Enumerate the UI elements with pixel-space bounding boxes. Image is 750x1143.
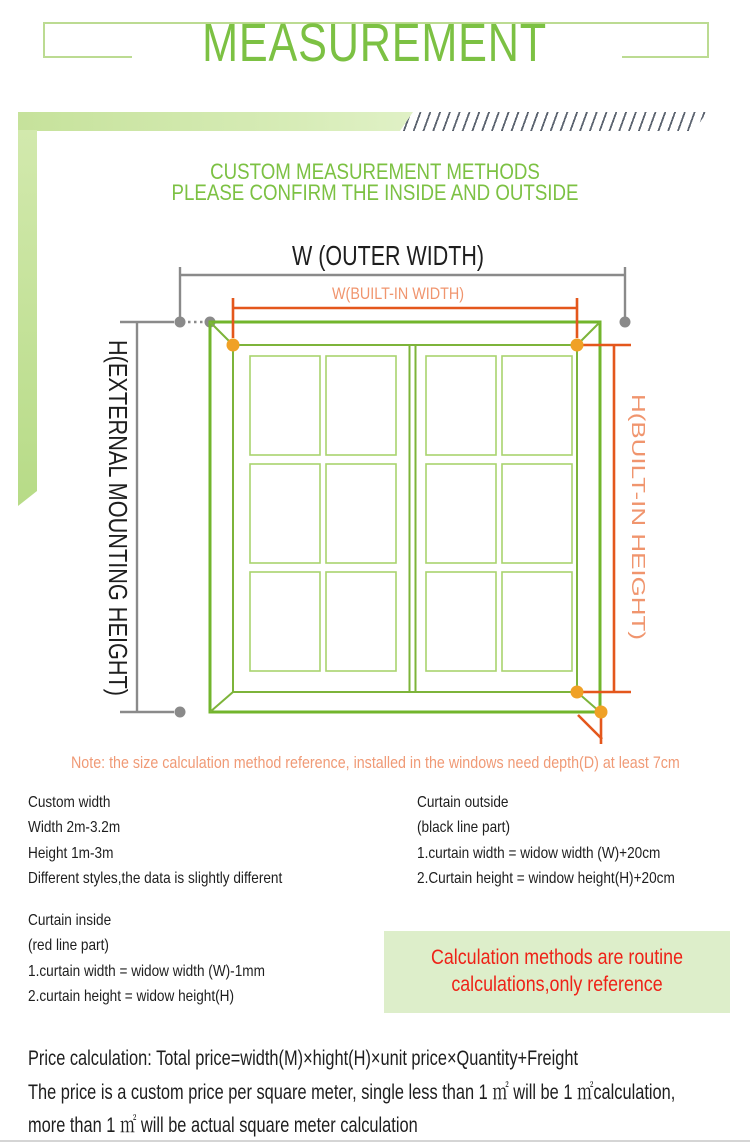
- built-in-width-label: W(BUILT-IN WIDTH): [332, 284, 464, 303]
- calculation-note-text: [410, 931, 704, 998]
- custom-size-line: Height 1m-3m: [28, 844, 114, 862]
- curtain-inside-line: Curtain inside: [28, 912, 112, 929]
- curtain-outside-line: 2.Curtain height = window height(H)+20cm: [417, 869, 675, 887]
- orange-dot: [227, 339, 240, 352]
- window-outer-frame: [210, 322, 600, 712]
- window-pane: [326, 356, 396, 455]
- orange-dot: [571, 339, 584, 352]
- window-pane: [326, 572, 396, 671]
- window-pane: [426, 356, 496, 455]
- window: [210, 322, 600, 712]
- window-pane: [426, 464, 496, 563]
- external-height-label: H(EXTERNAL MOUNTING HEIGHT): [103, 340, 133, 767]
- outer-width-label: W (OUTER WIDTH): [292, 240, 484, 271]
- built-in-height-dimension: [577, 345, 648, 744]
- window-pane: [426, 572, 496, 671]
- orange-dot: [595, 706, 608, 719]
- curtain-outside-block: [417, 790, 675, 891]
- price-line: Price calculation: Total price=width(M)×hight(H)×unit price×Quantity+Freight: [28, 1047, 579, 1070]
- green-band-horizontal: [18, 112, 413, 131]
- curtain-inside-line: 2.curtain height = widow height(H): [28, 987, 235, 1005]
- page-title: MEASUREMENT: [202, 13, 548, 73]
- window-panes: [250, 356, 572, 671]
- diagram-note-text: Note: the size calculation method reference, installed in the windows need depth(D) at least 7cm: [70, 753, 680, 772]
- curtain-inside-block: [28, 908, 265, 1009]
- bottom-divider: [0, 1140, 750, 1142]
- window-pane: [502, 572, 572, 671]
- section-header-line1: CUSTOM MEASUREMENT METHODS: [210, 159, 540, 184]
- window-pane: [326, 464, 396, 563]
- price-line: The price is a custom price per square meter, single less than 1 ㎡ will be 1 ㎡calculation,: [28, 1080, 676, 1104]
- gray-dot: [175, 707, 186, 718]
- price-calculation-block: [28, 1042, 675, 1143]
- price-line: more than 1 ㎡ will be actual square meter calculation: [28, 1114, 418, 1137]
- calculation-note-box: [384, 931, 730, 1013]
- built-in-height-label: H(BUILT-IN HEIGHT): [628, 394, 648, 565]
- corner-bevel-bl: [210, 692, 233, 712]
- section-header: [0, 161, 750, 203]
- calculation-note-line1: Calculation methods are routine: [430, 946, 684, 969]
- window-inner-frame: [233, 345, 577, 692]
- calculation-note-line2: calculations,only reference: [451, 973, 663, 996]
- curtain-outside-line: (black line part): [417, 819, 510, 837]
- external-height-dimension: [103, 322, 186, 767]
- custom-size-block: [28, 790, 282, 891]
- gray-dot: [175, 317, 186, 328]
- title-banner: [0, 15, 750, 85]
- window-pane: [250, 464, 320, 563]
- hatched-stripe: [400, 112, 707, 131]
- window-pane: [502, 356, 572, 455]
- depth-marker-slash: [578, 715, 602, 739]
- curtain-inside-line: (red line part): [28, 937, 109, 955]
- curtain-outside-line: Curtain outside: [417, 794, 509, 811]
- custom-size-line: Width 2m-3.2m: [28, 819, 121, 837]
- window-pane: [502, 464, 572, 563]
- section-header-line2: PLEASE CONFIRM THE INSIDE AND OUTSIDE: [171, 180, 579, 205]
- custom-size-line: Custom width: [28, 794, 111, 811]
- curtain-inside-line: 1.curtain width = widow width (W)-1mm: [28, 962, 265, 980]
- diagram-note: [0, 753, 750, 773]
- window-pane: [250, 572, 320, 671]
- curtain-outside-line: 1.curtain width = widow width (W)+20cm: [417, 844, 661, 862]
- gray-dot: [620, 317, 631, 328]
- built-in-width-dimension: [233, 284, 577, 338]
- orange-dot: [571, 686, 584, 699]
- window-pane: [250, 356, 320, 455]
- measurement-diagram: [0, 235, 750, 775]
- anchor-dots: [227, 339, 608, 719]
- custom-size-line: Different styles,the data is slightly different: [28, 869, 283, 887]
